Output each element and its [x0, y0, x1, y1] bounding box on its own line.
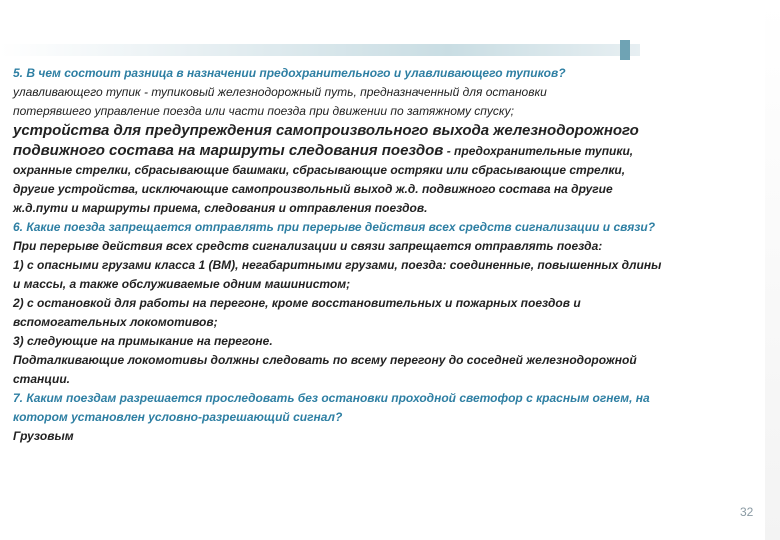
answer-5-line-2: потерявшего управление поезда или части поезда при движении по затяжному спуску; — [13, 104, 514, 118]
definition-text-line-3: другие устройства, исключающие самопроизвольный выход ж.д. подвижного состава на другие — [13, 182, 613, 196]
answer-6-item-2-cont: вспомогательных локомотивов; — [13, 315, 218, 329]
definition-text-line-4: ж.д.пути и маршруты приема, следования и отправления поездов. — [13, 201, 428, 215]
answer-5-line-1: улавливающего тупик - тупиковый железнодорожный путь, предназначенный для остановки — [13, 85, 547, 99]
answer-6-intro: При перерыве действия всех средств сигнализации и связи запрещается отправлять поезда: — [13, 239, 603, 253]
answer-6-item-1: 1) с опасными грузами класса 1 (ВМ), негабаритными грузами, поезда: соединенные, повышенных длины — [13, 258, 662, 272]
slide-content — [13, 64, 755, 446]
definition-text-line-2: охранные стрелки, сбрасывающие башмаки, сбрасывающие остряки или сбрасывающие стрелки, — [13, 163, 626, 177]
question-7: 7. Каким поездам разрешается проследовать без остановки проходной светофор с красным огнем, на — [13, 391, 650, 405]
definition-text-start: - предохранительные тупики, — [443, 144, 634, 158]
answer-6-note-cont: станции. — [13, 372, 71, 386]
page-number: 32 — [740, 505, 754, 519]
question-6: 6. Какие поезда запрещается отправлять при перерыве действия всех средств сигнализации и связи? — [13, 220, 656, 234]
question-7-cont: котором установлен условно-разрешающий сигнал? — [13, 410, 343, 424]
question-5: 5. В чем состоит разница в назначении предохранительного и улавливающего тупиков? — [13, 66, 566, 80]
answer-6-item-2: 2) с остановкой для работы на перегоне, кроме восстановительных и пожарных поездов и — [13, 296, 581, 310]
answer-6-item-3: 3) следующие на примыкание на перегоне. — [13, 334, 273, 348]
answer-6-note: Подталкивающие локомотивы должны следовать по всему перегону до соседней железнодорожной — [13, 353, 637, 367]
header-accent — [620, 40, 630, 60]
right-edge-shade — [765, 0, 780, 540]
definition-heading-line-2: подвижного состава на маршруты следования поездов — [13, 142, 444, 159]
answer-6-item-1-cont: и массы, а также обслуживаемые одним машинистом; — [13, 277, 351, 291]
definition-heading-line-1: устройства для предупреждения самопроизвольного выхода железнодорожного — [13, 122, 639, 139]
header-divider — [0, 44, 640, 56]
answer-7: Грузовым — [13, 429, 74, 443]
